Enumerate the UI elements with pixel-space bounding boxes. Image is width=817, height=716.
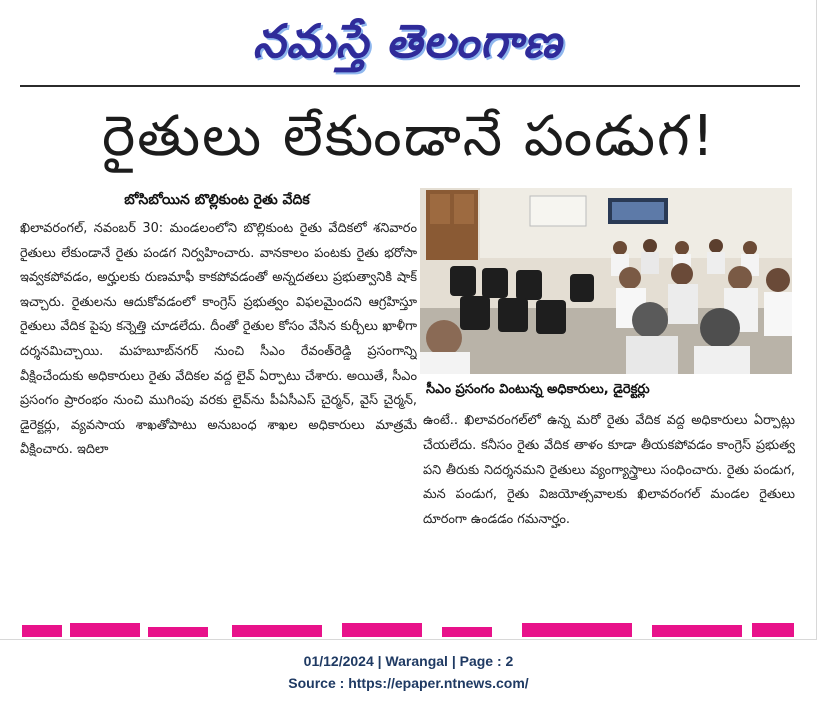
article-headline: రైతులు లేకుండానే పండుగ! [101,104,717,169]
meeting-hall-photo [420,188,792,374]
article-body-right-column: ఉంటే.. ఖిలావరంగల్‌లో ఉన్న మరో రైతు వేదిక వద్ద అధికారులు ఏర్పాట్లు చేయలేదు. కనీసం రైతు వేదిక తాళం కూడా తీయకపోవడం కాంగ్రెస్ ప్రభుత్వ పని తీరుకు నిదర్శనమని రైతులు వ్యంగ్యాస్త్రాలు సంధించారు. రైతు పండుగ, మన పండుగ, రైతు విజయోత్సవాలకు ఖిలావరంగల్ మండల రైతులు దూరంగా ఉండడం గమనార్హం. [423,413,795,528]
photo-caption: సీఎం ప్రసంగం వింటున్న అధికారులు, డైరెక్టర్లు [426,382,650,397]
masthead-divider [20,85,800,87]
page-footer [0,650,817,700]
newspaper-masthead: నమస్తే తెలంగాణ [252,14,563,68]
footer-date-edition: 01/12/2024 | Warangal | Page : 2 [303,653,514,669]
truncated-next-headline [22,617,794,637]
article-body-left-column: ఖిలావరంగల్, నవంబర్ 30: మండలంలోని బొల్లికుంట రైతు వేదికలో శనివారం రైతులు లేకుండానే రైతు పండగ నిర్వహించారు. వానకాలం పంటకు రైతు భరోసా ఇవ్వకపోవడం, అర్హులకు రుణమాఫీ కాకపోవడంతో అన్నదతలు ప్రభుత్వానికి షాక్ ఇచ్చారు. రైతులను ఆదుకోవడంలో కాంగ్రెస్ ప్రభుత్వం విఫలమైందని ఆగ్రహిస్తూ రైతులు వేదిక పైపు కన్నెత్తి చూడలేదు. దీంతో రైతుల కోసం వేసిన కుర్చీలు ఖాళీగా దర్శనమిచ్చాయి. మహబూబ్‌నగర్ నుంచి సీఎం రేవంత్‌రెడ్డి ప్రసంగాన్ని వీక్షించేందుకు అధికారులు రైతు వేదికల వద్ద లైవ్ ఏర్పాటు చేశారు. అయితే, సీఎం ప్రసంగం ప్రారంభం నుంచి ముగింపు వరకు లైవ్‌ను పీఏసీఎస్ చైర్మన్, వైస్ చైర్మన్, డైరెక్టర్లు, వ్యవసాయ శాఖతోపాటు అనుబంధ శాఖల అధికారులు మాత్రమే వీక్షించారు. ఇదిలా [20,221,417,458]
article-subheading: బోసిబోయిన బొల్లికుంట రైతు వేదిక [124,192,310,208]
footer-source: Source : https://epaper.ntnews.com/ [288,675,529,691]
